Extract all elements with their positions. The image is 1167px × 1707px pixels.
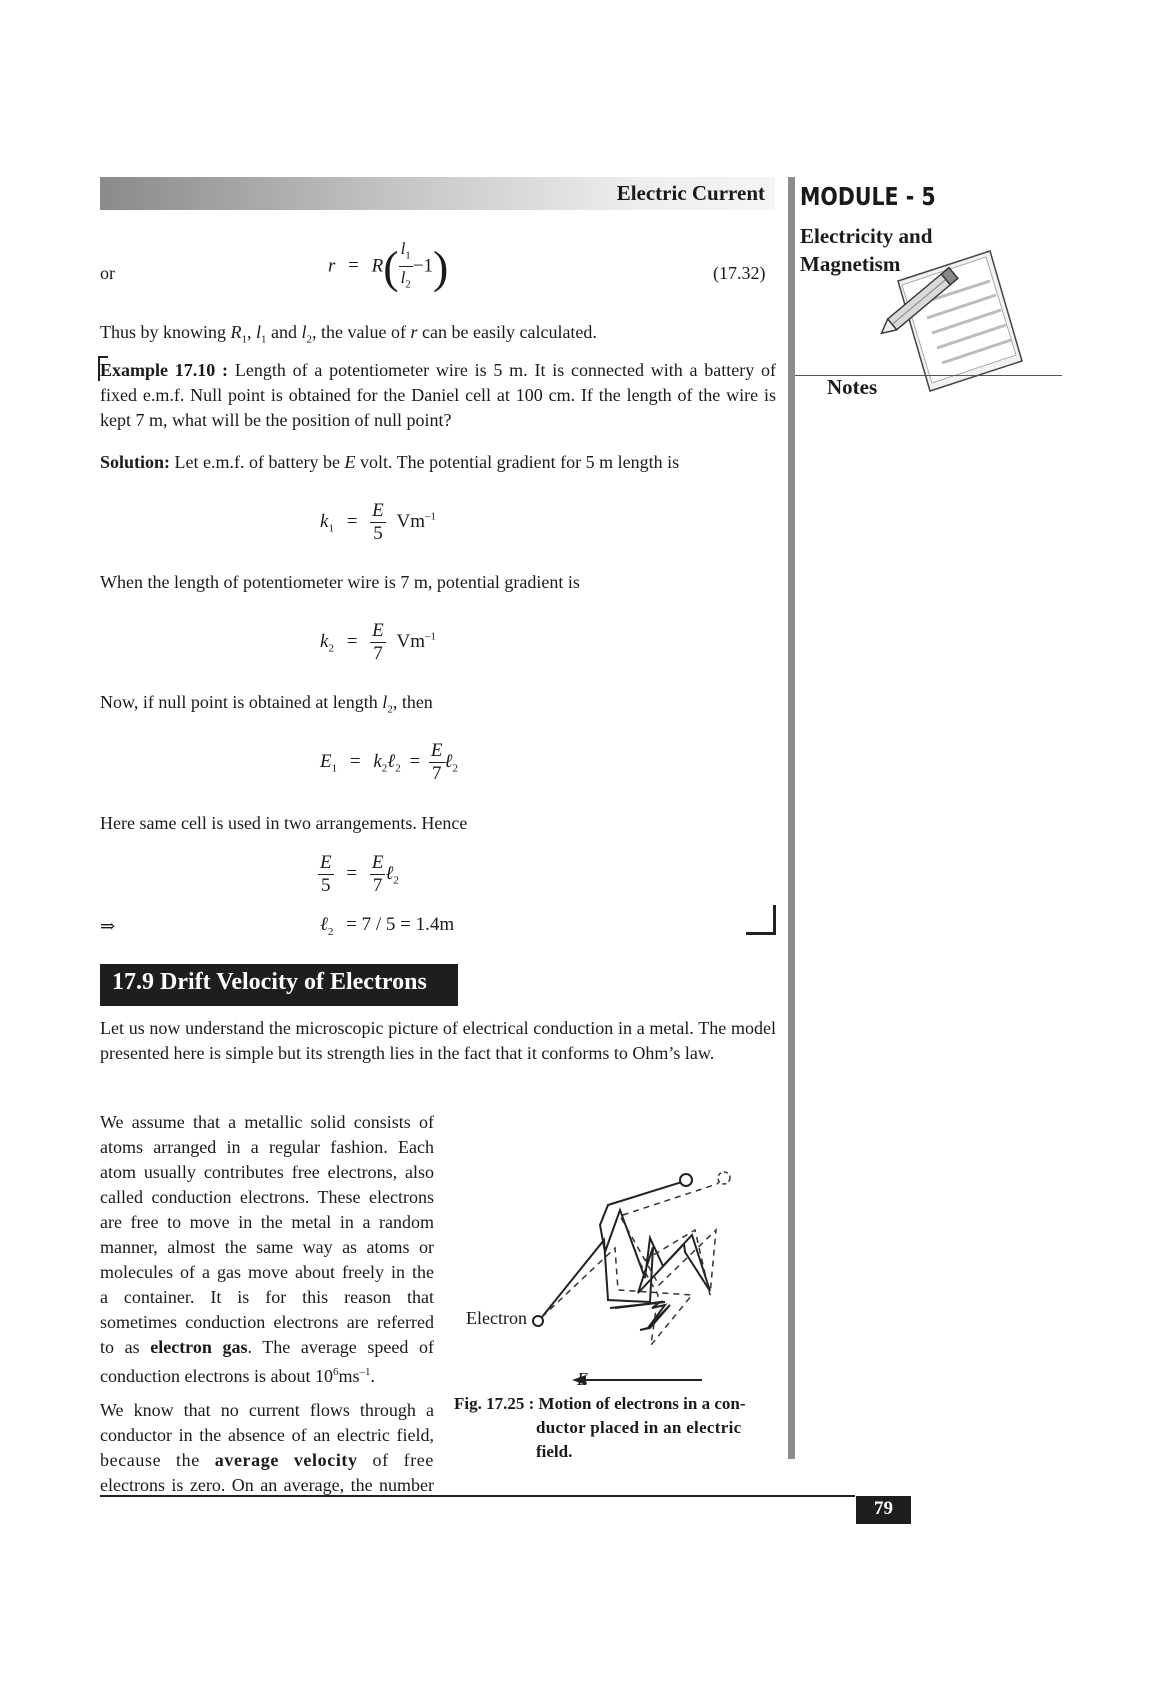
subject-line-2: Magnetism [800,252,901,276]
figure-electron-label: Electron [466,1308,527,1328]
margin-divider [788,177,795,1459]
para-now [100,690,433,723]
e1-equals-2: = [409,750,421,772]
thus-R: R [230,322,242,342]
know-line3-bold: average velocity [214,1450,358,1470]
k1-k: k [320,510,329,532]
eq-fraction [399,238,413,296]
solution-post: volt. The potential gradient for 5 m length is [359,452,680,472]
assume-line-7: molecules of a gas move about freely in the [100,1262,434,1282]
header-bar [100,177,775,210]
know-line3-post: of free [372,1450,434,1470]
assume-bold: electron gas [150,1337,248,1357]
para-thus [100,320,597,353]
ratio-fraction-1 [318,852,334,897]
assume-post-bold: . The average speed of [247,1337,434,1357]
equation-17-32: r = R( $\frac{l_1}{l_2}$ −1) [328,238,448,296]
e1-den: 7 [431,763,442,784]
thus-comma: , [247,322,252,342]
notes-label: Notes [827,375,878,399]
know-line-4: electrons is zero. On an average, the number [100,1475,434,1495]
assume-line-4: called conduction electrons. These electrons [100,1187,434,1207]
ratio-fraction-2 [370,852,386,897]
para-assume [100,1110,434,1389]
ratio-ell: ℓ [385,862,394,884]
k2-sub: 2 [328,642,334,655]
assume-line-2: atoms arranged in a regular fashion. Each [100,1137,434,1157]
para-know [100,1398,434,1498]
example-end-marker-base [746,932,776,935]
equation-k1 [320,500,436,545]
ratio-num1: E [320,852,332,873]
equation-number: (17.32) [713,263,766,283]
know-line3-pre: because the [100,1450,200,1470]
assume-line-3: atom usually contributes free electrons, also [100,1162,434,1182]
k2-exp: –1 [425,630,437,643]
ratio-equals: = [346,862,358,884]
e1-ell: ℓ [387,750,396,772]
k2-fraction [370,620,386,665]
know-line-2: conductor in the absence of an electric field, [100,1425,434,1445]
thus-and: and [271,322,298,342]
figure-caption [454,1392,764,1464]
example-text: Length of a potentiometer wire is 5 m. It is connected with a battery of fixed e.m.f. Null point is obtained for the Daniel cell at 100 cm. If the length of the wire is kept 7 m, what will be the position of null point? [100,360,777,430]
e1-equals: = [349,750,361,772]
thus-R-sub: 1 [241,333,247,346]
section-heading [100,964,458,1006]
now-sub: 2 [387,703,393,716]
e1-num: E [430,740,443,761]
e1-E: E [320,750,332,772]
assume-line-10 [100,1335,434,1360]
assume-last-exp: 6 [332,1366,339,1378]
thus-pre: Thus by knowing [100,322,226,342]
para-intro: Let us now understand the microscopic picture of electrical conduction in a metal. The model presented here is simple but its strength lies in the fact that it conforms to Ohm’s law. [100,1018,776,1063]
e1-ellsub-2: 2 [452,762,458,775]
thus-l1-sub: 1 [261,333,267,346]
know-line-1: We know that no current flows through a [100,1400,434,1420]
page-number: 79 [874,1498,893,1519]
eq-r: r [328,255,336,277]
assume-last-end: . [370,1366,375,1386]
k1-equals: = [346,510,358,532]
thus-post: , the value of [312,322,406,342]
thus-r: r [410,322,418,342]
result-rhs: = 7 / 5 = 1.4m [346,914,455,935]
k1-fraction [370,500,386,545]
solution-label: Solution: [100,452,171,472]
assume-line-5: are free to move in the metal in a random [100,1212,434,1232]
para-when: When the length of potentiometer wire is 7 m, potential gradient is [100,572,580,592]
page-number-box [856,1496,911,1524]
k1-den: 5 [373,523,383,544]
chapter-title: Electric Current [616,181,765,205]
implies-arrow: ⇒ [100,916,116,936]
k1-exp: –1 [425,510,437,523]
result-ell: ℓ [320,914,328,935]
eq-equals: = [348,255,359,277]
e1-fraction [429,740,445,785]
module-label: MODULE - 5 [800,182,936,211]
example-17-10 [100,358,776,433]
thus-end: can be easily calculated. [422,322,597,342]
k1-sub: 1 [328,522,334,535]
assume-line-9: sometimes conduction electrons are referred [100,1312,434,1332]
thus-l1: l [256,322,262,342]
ratio-num2: E [371,852,384,873]
know-line-3 [100,1448,434,1473]
k2-den: 7 [373,643,383,664]
subject-line-1: Electricity and [800,224,933,248]
example-end-marker [773,905,776,935]
k1-unit: Vm [396,510,426,532]
thus-l2: l [301,322,307,342]
result-ellsub: 2 [327,925,334,938]
k2-equals: = [346,630,358,652]
now-l: l [382,692,388,712]
now-post: , then [392,692,433,712]
k2-k: k [320,630,329,652]
figure-electron-motion [460,1130,760,1400]
section-title: 17.9 Drift Velocity of Electrons [112,969,427,995]
equation-k2 [320,620,436,665]
assume-last-pre: conduction electrons is about 10 [100,1366,333,1386]
eq-lead-or: or [100,263,115,283]
eq-R: R [371,255,384,277]
k2-unit: Vm [396,630,426,652]
figure-field-label: E [577,1369,588,1389]
assume-line-1: We assume that a metallic solid consists of [100,1112,434,1132]
eq-num: l [400,239,406,258]
assume-last-unit-exp: –1 [359,1366,371,1378]
ratio-den2: 7 [372,875,383,896]
solution-line [100,450,679,475]
ratio-den1: 5 [321,875,331,896]
equation-result [320,914,454,938]
eq-den-sub: 2 [405,278,411,291]
assume-line-11 [100,1360,434,1389]
solution-E: E [344,452,356,472]
assume-line-8: a container. It is for this reason that [100,1287,434,1307]
k2-num: E [372,620,384,641]
e1-sub: 1 [331,762,338,775]
assume-pre-bold: to as [100,1337,140,1357]
equation-ratio [318,852,399,897]
caption-line-2: ductor placed in an electric [536,1418,742,1437]
assume-last-unit: ms [338,1366,360,1386]
caption-line-3: field. [536,1442,573,1461]
e1-ellsub: 2 [395,762,401,775]
e1-k: k [373,750,382,772]
thus-l2-sub: 2 [306,333,313,346]
now-pre: Now, if null point is obtained at length [100,692,378,712]
assume-line-6: manner, almost the same way as atoms or [100,1237,434,1257]
caption-label: Fig. 17.25 : [454,1394,535,1413]
example-label: Example 17.10 : [100,360,229,380]
eq-minus-one: −1 [412,255,434,277]
caption-line-1: Motion of electrons in a con- [538,1394,746,1413]
para-here: Here same cell is used in two arrangements. Hence [100,813,468,833]
ratio-ellsub: 2 [393,874,399,887]
e1-ell-2: ℓ [444,750,453,772]
footer-rule [100,1495,855,1497]
equation-e1 [320,740,458,785]
k1-num: E [372,500,384,521]
e1-ksub: 2 [381,762,388,775]
notepad-pencil-icon [870,243,1030,393]
eq-den: l [400,268,406,288]
solution-pre: Let e.m.f. of battery be [174,452,340,472]
eq-num-sub: 1 [405,249,411,262]
